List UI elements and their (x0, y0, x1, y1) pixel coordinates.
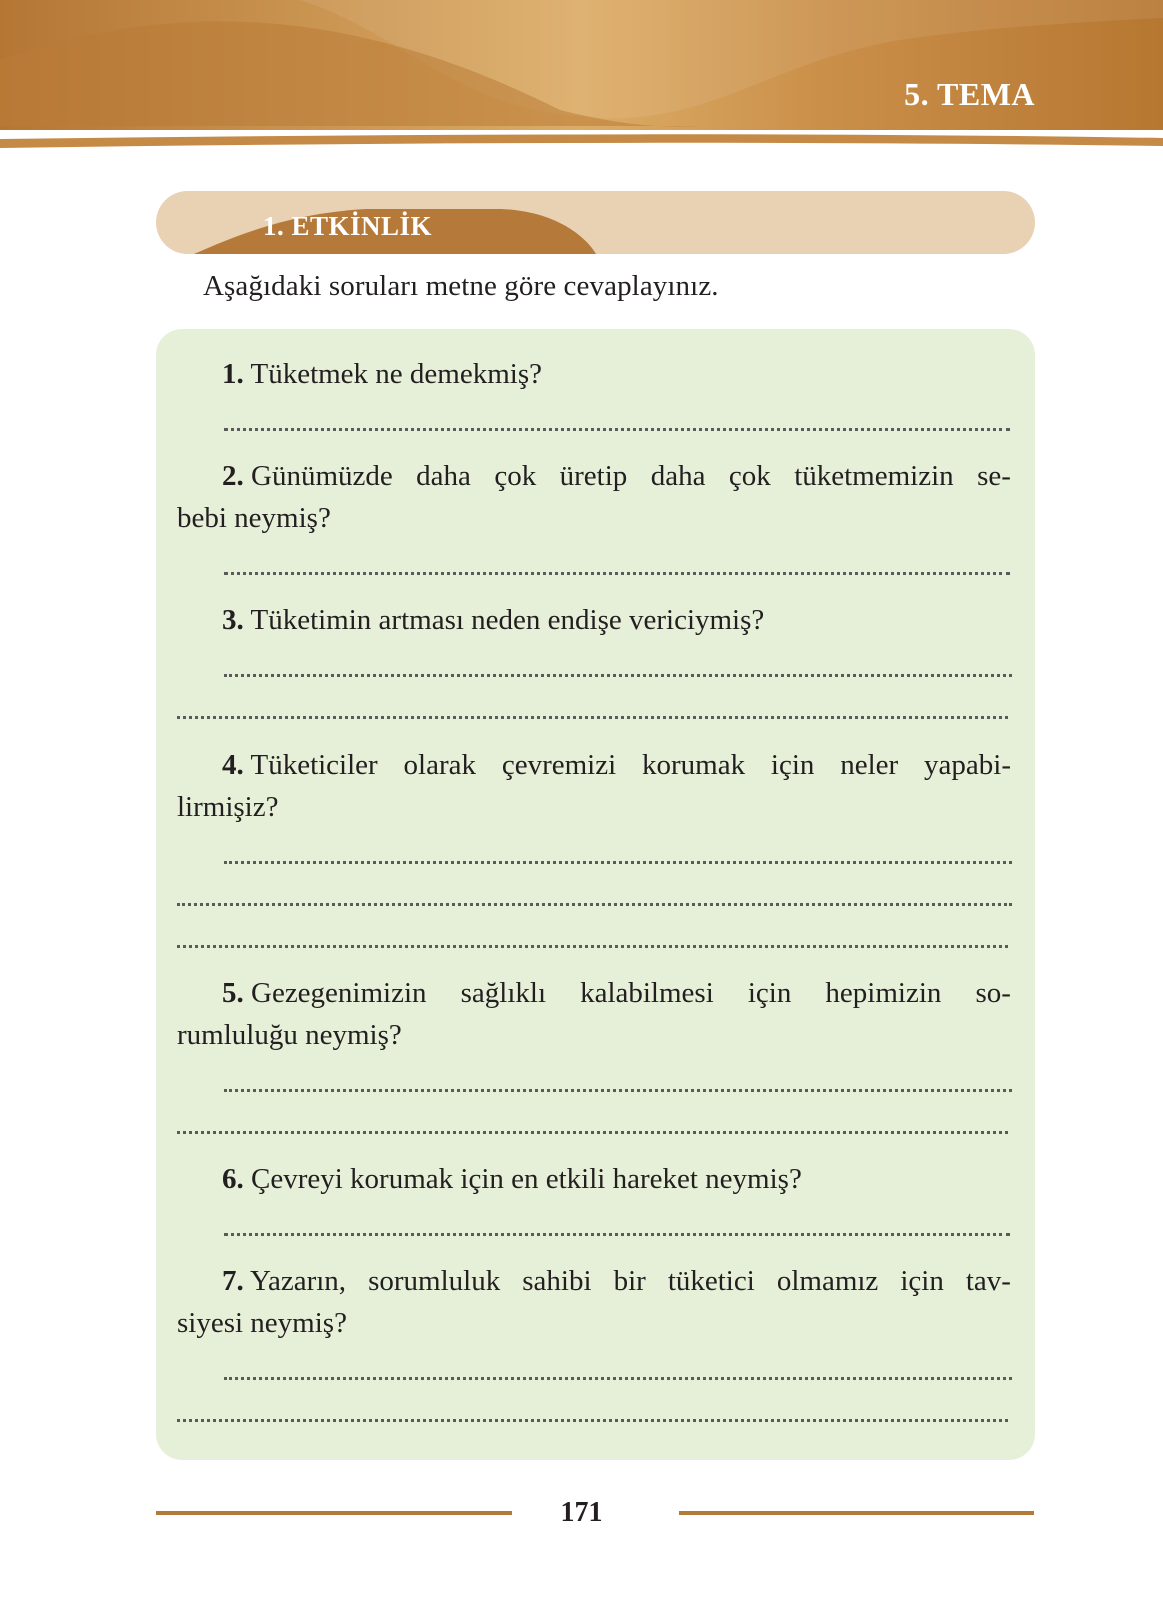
question-5-continuation: rumluluğu neymiş? (177, 1019, 402, 1051)
question-3 (222, 606, 764, 635)
question-word: tüketici (667, 1265, 755, 1297)
question-word: olmamız (776, 1265, 879, 1297)
question-number: 1. (222, 358, 244, 390)
question-number: 2. (222, 460, 244, 492)
answer-line[interactable] (224, 1233, 1010, 1236)
question-word: hepimizin (825, 977, 942, 1009)
question-6 (222, 1165, 802, 1194)
footer-rule-right (679, 1511, 1034, 1515)
question-1 (222, 360, 542, 389)
answer-line[interactable] (224, 1377, 1012, 1380)
question-word: Yazarın, (249, 1265, 347, 1297)
question-word: se- (977, 460, 1011, 492)
question-word: Gezegenimizin (251, 977, 427, 1009)
answer-line[interactable] (224, 428, 1010, 431)
question-word: sorumluluk (368, 1265, 501, 1297)
answer-line[interactable] (177, 716, 1008, 719)
answer-line[interactable] (177, 903, 1012, 906)
question-4 (222, 751, 1011, 780)
question-7-continuation: siyesi neymiş? (177, 1307, 347, 1339)
activity-banner (156, 191, 1035, 254)
question-word: sağlıklı (460, 977, 546, 1009)
question-2-continuation: bebi neymiş? (177, 502, 331, 534)
question-2 (222, 462, 1011, 491)
question-word: so- (975, 977, 1011, 1009)
question-word: daha (650, 460, 706, 492)
instruction-text: Aşağıdaki soruları metne göre cevaplayınız. (203, 270, 719, 302)
header-band (0, 0, 1163, 150)
question-text: Çevreyi korumak için en etkili hareket neymiş? (251, 1163, 802, 1195)
question-text: Tüketmek ne demekmiş? (250, 358, 542, 390)
question-number: 6. (222, 1163, 244, 1195)
question-word: çok (494, 460, 537, 492)
page-number: 171 (560, 1497, 603, 1528)
question-7 (222, 1267, 1011, 1296)
question-word: için (770, 749, 815, 781)
answer-line[interactable] (224, 1089, 1012, 1092)
header-decoration (0, 0, 1163, 150)
question-word: olarak (403, 749, 476, 781)
question-word: bir (613, 1265, 646, 1297)
question-number: 5. (222, 977, 244, 1009)
question-word: yapabi- (924, 749, 1011, 781)
question-number: 7. (222, 1265, 244, 1297)
question-word: daha (416, 460, 471, 492)
question-word: için (747, 977, 792, 1009)
question-5 (222, 979, 1011, 1008)
answer-line[interactable] (224, 572, 1010, 575)
question-word: Günümüzde (251, 460, 393, 492)
question-word: çevremizi (501, 749, 617, 781)
theme-label: 5. TEMA (904, 76, 1035, 112)
question-word: çok (728, 460, 771, 492)
question-number: 4. (222, 749, 244, 781)
question-word: tüketmemizin (794, 460, 954, 492)
question-text: Tüketimin artması neden endişe vericiymiş? (250, 604, 765, 636)
question-word: kalabilmesi (580, 977, 714, 1009)
activity-title: 1. ETKİNLİK (263, 211, 433, 241)
question-word: için (900, 1265, 944, 1297)
answer-line[interactable] (224, 861, 1012, 864)
question-number: 3. (222, 604, 244, 636)
question-word: Tüketiciler (250, 749, 378, 781)
question-4-continuation: lirmişiz? (177, 791, 279, 823)
question-word: üretip (559, 460, 628, 492)
answer-line[interactable] (177, 945, 1008, 948)
question-word: tav- (965, 1265, 1011, 1297)
question-word: neler (840, 749, 899, 781)
answer-line[interactable] (177, 1131, 1008, 1134)
question-word: korumak (641, 749, 746, 781)
answer-line[interactable] (177, 1419, 1008, 1422)
answer-line[interactable] (224, 674, 1012, 677)
question-word: sahibi (522, 1265, 592, 1297)
